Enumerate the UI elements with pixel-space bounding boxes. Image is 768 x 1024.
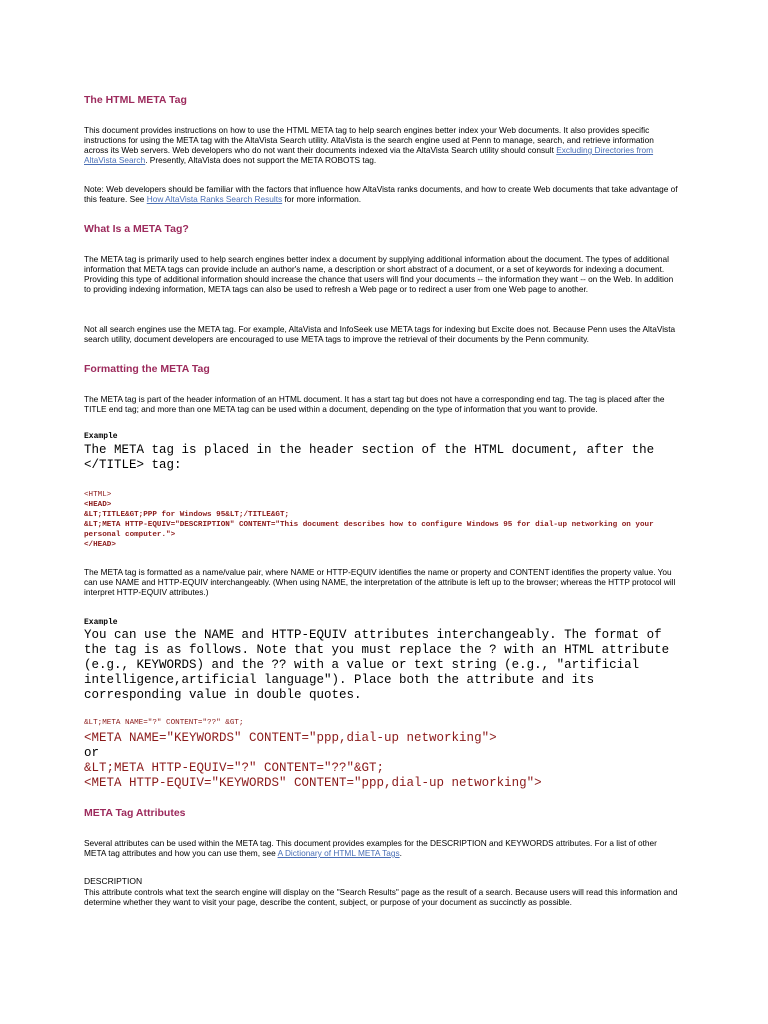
attributes-paragraph <box>84 838 679 858</box>
code-example-1 <box>84 490 684 550</box>
note-text-end: for more information. <box>282 194 362 204</box>
description-label: DESCRIPTION <box>84 876 143 886</box>
code-line: <HTML> <box>84 491 112 499</box>
section-heading-formatting: Formatting the META Tag <box>84 363 210 375</box>
example-label: Example <box>84 432 118 441</box>
code-line: &LT;META HTTP-EQUIV="?" CONTENT="??"&GT; <box>84 761 385 775</box>
excluding-directories-link[interactable]: Excluding Directories from AltaVista Search <box>84 145 654 165</box>
ranks-search-results-link[interactable]: How AltaVista Ranks Search Results <box>146 194 283 204</box>
intro-paragraph <box>84 125 679 165</box>
attributes-text-end: . <box>399 848 402 858</box>
formatting-paragraph-1: The META tag is part of the header information of an HTML document. It has a start tag but does not have a corresponding end tag. The tag is placed after the TITLE end tag; and more than one META tag can be used within a document, depending on the type of information that you want to provide. <box>84 394 665 414</box>
note-text: Note: Web developers should be familiar with the factors that influence how AltaVista ranks documents, and how to create Web documents that take advantage of this feature. See <box>84 184 678 204</box>
example-1-text: The META tag is placed in the header section of the HTML document, after the </TITLE> tag: <box>84 443 655 472</box>
example-label-2: Example <box>84 618 118 627</box>
note-paragraph <box>84 184 679 204</box>
description-paragraph: This attribute controls what text the search engine will display on the "Search Results" page as the result of a search. Because users will read this information and determine whether they want to visit your page, describe the content, subject, or purpose of your document as succinctly as possible. <box>84 887 678 907</box>
example-2-text: You can use the NAME and HTTP-EQUIV attributes interchangeably. The format of the tag is as follows. Note that you must replace the ? with an HTML attribute (e.g., KEYWORDS) and the ?? with a value or text string (e.g., "artificial intelligence,artificial language"). Place both the attribute and its corresponding value in double quotes. <box>84 628 670 702</box>
section-heading-what-is: What Is a META Tag? <box>84 223 189 235</box>
section-heading-attributes: META Tag Attributes <box>84 807 186 819</box>
formatting-paragraph-2: The META tag is formatted as a name/value pair, where NAME or HTTP-EQUIV identifies the name or property and CONTENT identifies the property value. You can use NAME and HTTP-EQUIV interchangeably. (When using NAME, the interpretation of the attribute is left up to the browser; whereas the HTTP protocol will interpret HTTP-EQUIV attributes.) <box>84 567 676 597</box>
code-line: or <box>84 746 100 760</box>
code-line: &LT;META NAME="?" CONTENT="??" &GT; <box>84 719 244 727</box>
code-line: <META HTTP-EQUIV="KEYWORDS" CONTENT="ppp,dial-up networking"> <box>84 776 542 790</box>
code-line: <META NAME="KEYWORDS" CONTENT="ppp,dial-up networking"> <box>84 731 497 745</box>
attributes-text: Several attributes can be used within the META tag. This document provides examples for the DESCRIPTION and KEYWORDS attributes. For a list of other META tag attributes and how you can use them, see <box>84 838 657 858</box>
code-line: <HEAD> <box>84 501 112 509</box>
meta-dictionary-link[interactable]: A Dictionary of HTML META Tags <box>277 848 400 858</box>
what-paragraph-1: The META tag is primarily used to help search engines better index a document by supplying additional information about the document. The types of additional information that META tags can provide include an author's name, a description or short abstract of a document, or a set of keywords for indexing a document. Providing this type of additional information should increase the chance that users will find your documents -- the information they want -- on the Web. In addition to providing indexing information, META tags can also be used to refresh a Web page or to redirect a user from one Web page to another. <box>84 254 674 294</box>
code-line: </HEAD> <box>84 541 116 549</box>
intro-text: This document provides instructions on how to use the HTML META tag to help search engines better index your Web documents. It also provides specific instructions for using the META tag with the AltaVista Search utility. AltaVista is the search engine used at Penn to manage, search, and retrieve information across its Web servers. Web developers who do not want their documents indexed via the AltaVista Search utility should consult <box>84 125 654 155</box>
page-title: The HTML META Tag <box>84 94 187 106</box>
code-example-2 <box>84 716 684 791</box>
what-paragraph-2: Not all search engines use the META tag. For example, AltaVista and InfoSeek use META tags for indexing but Excite does not. Because Penn uses the AltaVista search utility, document developers are encouraged to use META tags to improve the retrieval of their documents by the Penn community. <box>84 324 676 344</box>
code-line: &LT;TITLE&GT;PPP for Windows 95&LT;/TITLE&GT; <box>84 511 290 519</box>
code-line: &LT;META HTTP-EQUIV="DESCRIPTION" CONTENT="This document describes how to configure Windows 95 for dial-up networking on your personal computer."> <box>84 521 654 539</box>
intro-text-end: . Presently, AltaVista does not support the META ROBOTS tag. <box>145 155 377 165</box>
